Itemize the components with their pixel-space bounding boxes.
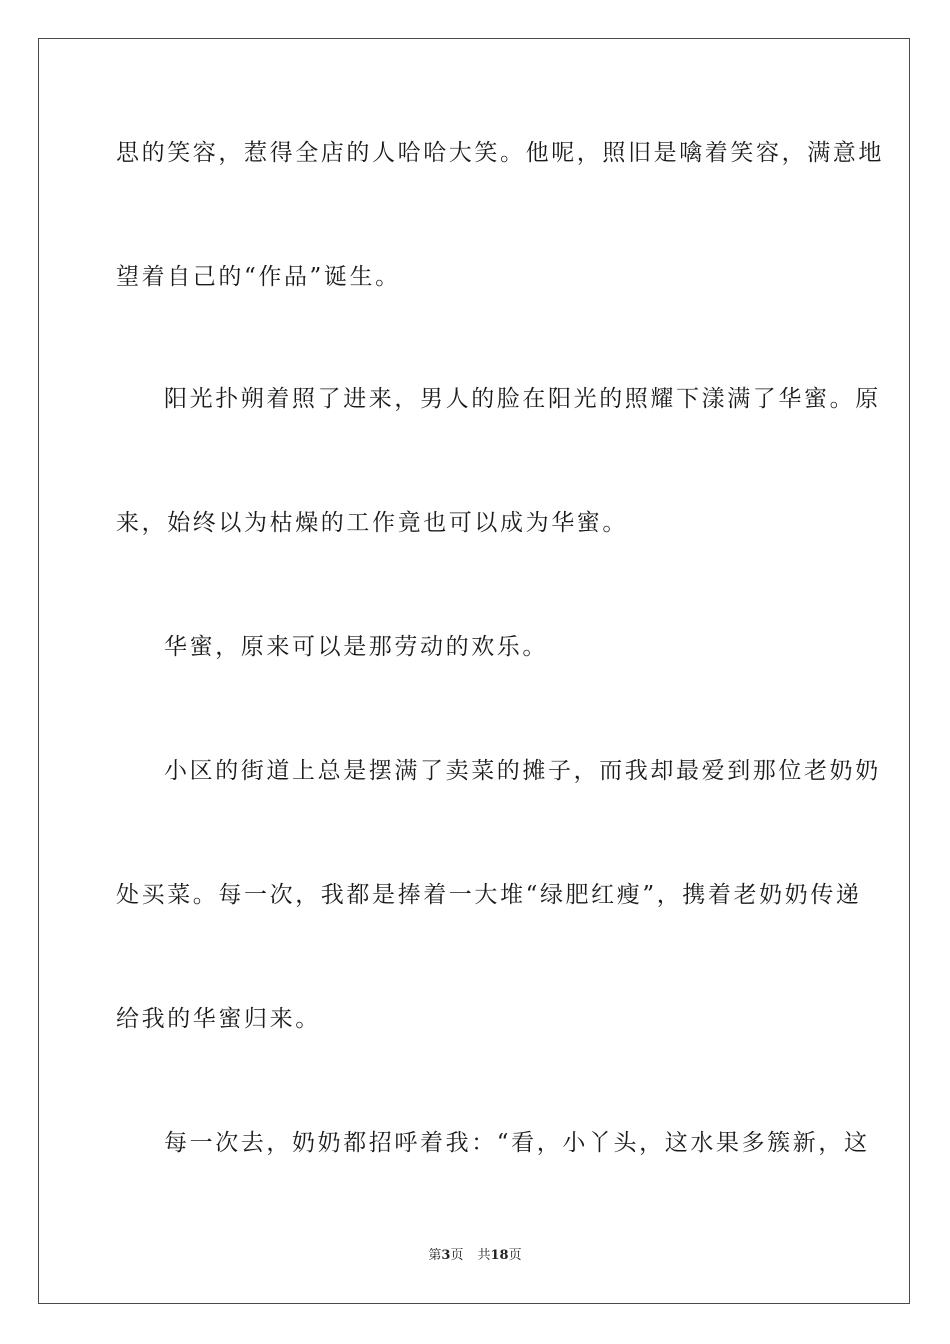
text-line-8: 给我的华蜜归来。 xyxy=(116,1006,321,1032)
text-line-2: 望着自己的“作品”诞生。 xyxy=(116,264,401,290)
page-footer xyxy=(0,1247,950,1265)
footer-total-prefix: 共 xyxy=(477,1248,491,1263)
text-line-7: 处买菜。每一次，我都是捧着一大堆“绿肥红瘦”，携着老奶奶传递 xyxy=(116,882,862,908)
text-line-1: 思的笑容，惹得全店的人哈哈大笑。他呢，照旧是噙着笑容，满意地 xyxy=(116,140,884,166)
footer-page-suffix: 页 xyxy=(450,1248,464,1263)
footer-total-suffix: 页 xyxy=(508,1248,522,1263)
text-line-5: 华蜜，原来可以是那劳动的欢乐。 xyxy=(164,634,548,660)
text-line-6: 小区的街道上总是摆满了卖菜的摊子，而我却最爱到那位老奶奶 xyxy=(164,758,881,784)
page-border xyxy=(38,38,910,1304)
footer-total-pages: 18 xyxy=(490,1248,509,1263)
footer-page-prefix: 第 xyxy=(428,1248,442,1263)
footer-page-number: 3 xyxy=(441,1248,451,1263)
text-line-9: 每一次去，奶奶都招呼着我：“看，小丫头，这水果多簇新，这 xyxy=(164,1130,870,1156)
text-line-3: 阳光扑朔着照了进来，男人的脸在阳光的照耀下漾满了华蜜。原 xyxy=(164,386,881,412)
text-line-4: 来，始终以为枯燥的工作竟也可以成为华蜜。 xyxy=(116,510,628,536)
